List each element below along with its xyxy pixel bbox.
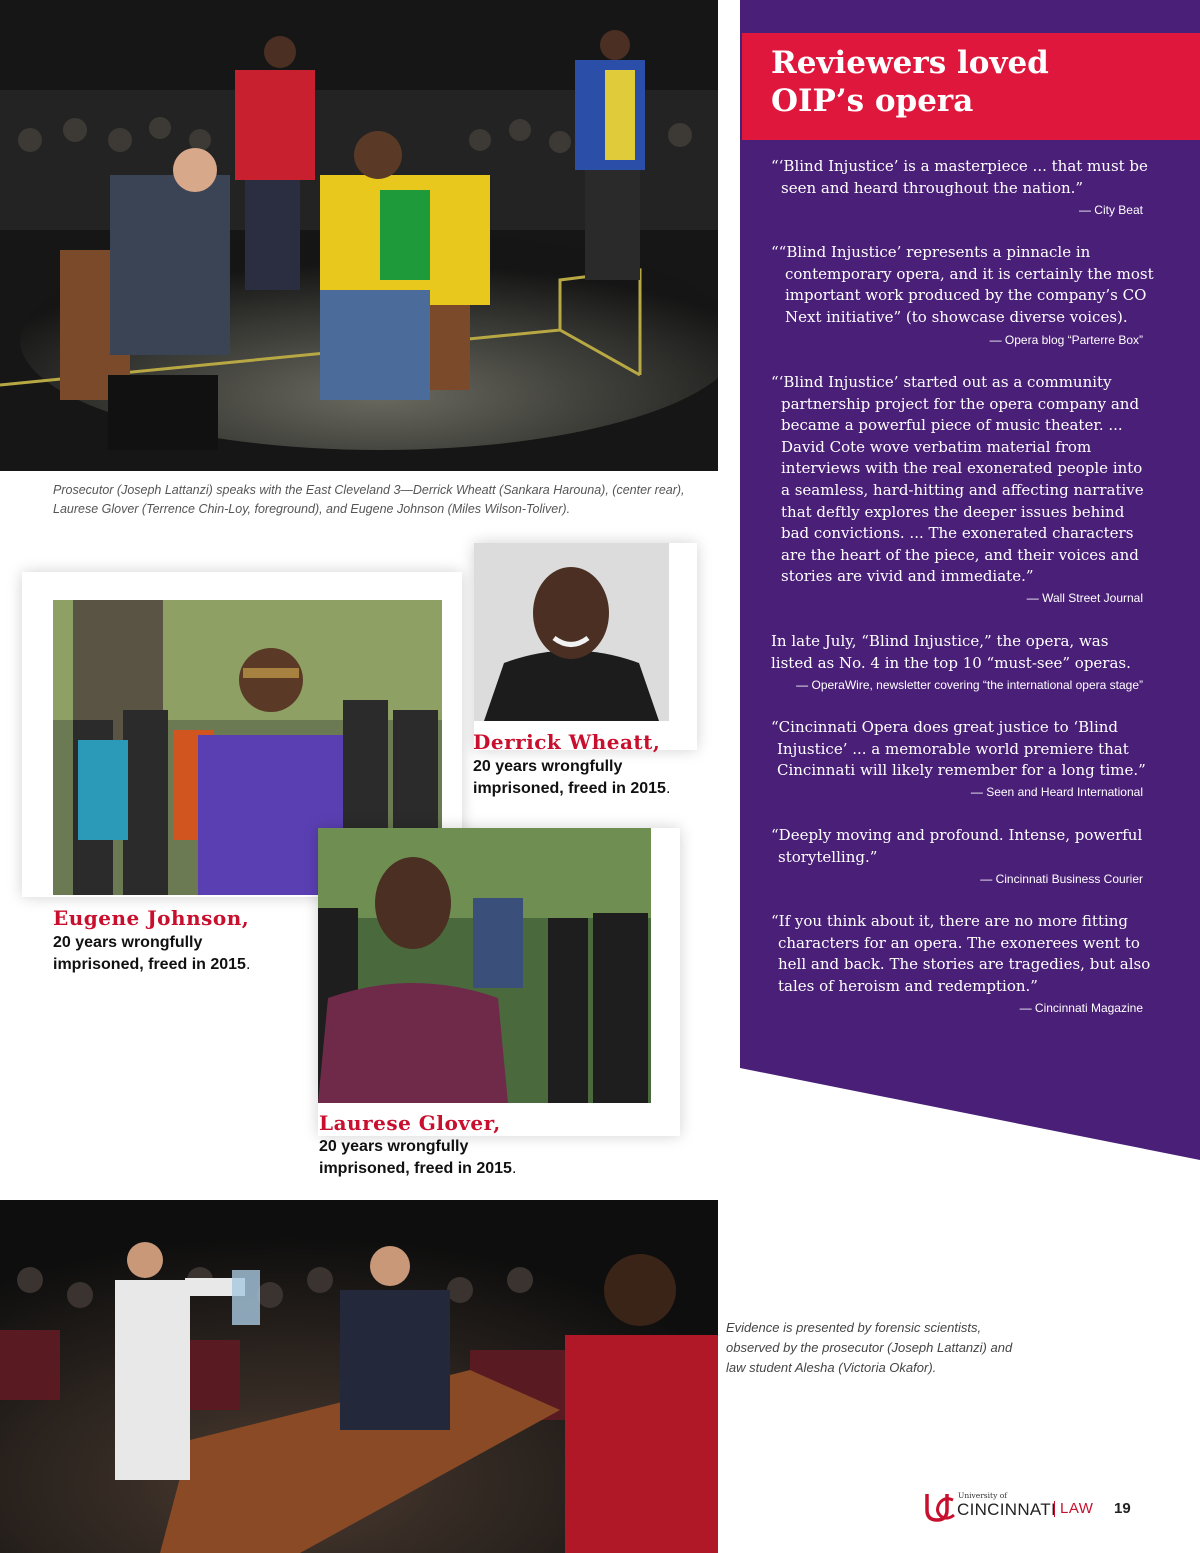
review-quote-7-first: “If you think about it, there are no more fitting: [771, 912, 1129, 930]
review-quote-4: [771, 631, 1151, 674]
review-source-6: — Cincinnati Business Courier: [980, 872, 1143, 886]
review-source-3: — Wall Street Journal: [1026, 591, 1143, 605]
derrick-wheatt-photo: [474, 543, 669, 721]
eugene-desc-text: 20 years wrongfully imprisoned, freed in 2015: [53, 934, 246, 973]
review-quote-4-text: In late July, “Blind Injustice,” the opera, was listed as No. 4 in the top 10 “must-see” operas.: [771, 632, 1131, 672]
eugene-name: Eugene Johnson,: [53, 906, 250, 930]
eugene-description: [53, 932, 283, 975]
derrick-description: [473, 756, 703, 799]
derrick-name: Derrick Wheatt,: [473, 730, 661, 754]
logo-university-of: University of: [958, 1491, 1007, 1500]
review-source-5: — Seen and Heard International: [970, 785, 1143, 799]
uc-logo-icon: [922, 1490, 956, 1524]
review-quote-5-rest: Injustice’ ... a memorable world premiere that Cincinnati will likely remember for a long time.”: [777, 739, 1146, 780]
review-quote-2: [771, 242, 1161, 328]
review-source-7: — Cincinnati Magazine: [1019, 1001, 1143, 1015]
review-source-4: — OperaWire, newsletter covering “the international opera stage”: [796, 678, 1143, 692]
review-quote-5: [771, 717, 1151, 782]
stage-photo-prosecutor-scene: [0, 0, 718, 471]
review-source-1: — City Beat: [1078, 203, 1143, 217]
logo-law: LAW: [1054, 1501, 1093, 1517]
reviews-title-line1: Reviewers loved: [771, 45, 1049, 81]
stage-photo-evidence-scene: [0, 1200, 718, 1553]
review-quote-6-first: “Deeply moving and profound. Intense, powerful: [771, 826, 1143, 844]
review-quote-6: [771, 825, 1151, 868]
review-quote-2-rest: contemporary opera, and it is certainly the most important work produced by the company’s CO Next initiative” (to showcase diverse voices).: [785, 264, 1154, 326]
review-quote-3: [771, 372, 1155, 588]
review-quote-3-first: “‘Blind Injustice’ started out as a community: [771, 373, 1112, 391]
laurese-desc-text: 20 years wrongfully imprisoned, freed in 2015: [319, 1138, 512, 1177]
laurese-description: [319, 1136, 549, 1179]
review-quote-1-first: “‘Blind Injustice’ is a masterpiece ... that must be: [771, 157, 1148, 175]
review-quote-6-rest: storytelling.”: [778, 847, 878, 866]
review-quote-1: [771, 156, 1151, 199]
reviews-title: [771, 44, 1191, 120]
top-photo-caption: Prosecutor (Joseph Lattanzi) speaks with the East Cleveland 3—Derrick Wheatt (Sankara Harouna), (center rear), Laurese Glover (Terrence Chin-Loy, foreground), and Eugene Johnson (Miles Wilson-Toliver).: [53, 483, 685, 516]
derrick-desc-period: .: [665, 779, 671, 797]
review-source-2: — Opera blog “Parterre Box”: [989, 333, 1143, 347]
derrick-desc-text: 20 years wrongfully imprisoned, freed in 2015: [473, 758, 666, 797]
laurese-name: Laurese Glover,: [319, 1111, 501, 1135]
laurese-glover-photo: [318, 828, 651, 1103]
review-quote-7: [771, 911, 1151, 997]
reviews-title-line2: OIP’s opera: [771, 83, 974, 119]
bottom-photo-caption: Evidence is presented by forensic scientists, observed by the prosecutor (Joseph Lattanzi) and law student Alesha (Victoria Okafor).: [726, 1320, 1013, 1375]
logo-cincinnati: CINCINNATI: [957, 1500, 1057, 1519]
review-quote-1-rest: seen and heard throughout the nation.”: [781, 178, 1084, 197]
review-quote-2-first: ““Blind Injustice’ represents a pinnacle in: [771, 243, 1091, 261]
review-quote-5-first: “Cincinnati Opera does great justice to ‘Blind: [771, 718, 1119, 736]
review-quote-3-rest: partnership project for the opera company and became a powerful piece of music theater. ... David Cote wove verbatim material from interviews with the real exonerated people into a seamless, hard-hitting and affecting narrative that deftly explores the deeper issues behind bad convictions. ... The exonerated characters are the heart of the piece, and their voices and stories are vivid and immediate.”: [781, 394, 1144, 586]
review-quote-7-rest: characters for an opera. The exonerees went to hell and back. The stories are tragedies, but also tales of heroism and redemption.”: [778, 933, 1151, 995]
laurese-desc-period: .: [511, 1159, 517, 1177]
page-number: 19: [1114, 1500, 1131, 1517]
eugene-desc-period: .: [245, 955, 251, 973]
footer: [922, 1490, 1162, 1524]
